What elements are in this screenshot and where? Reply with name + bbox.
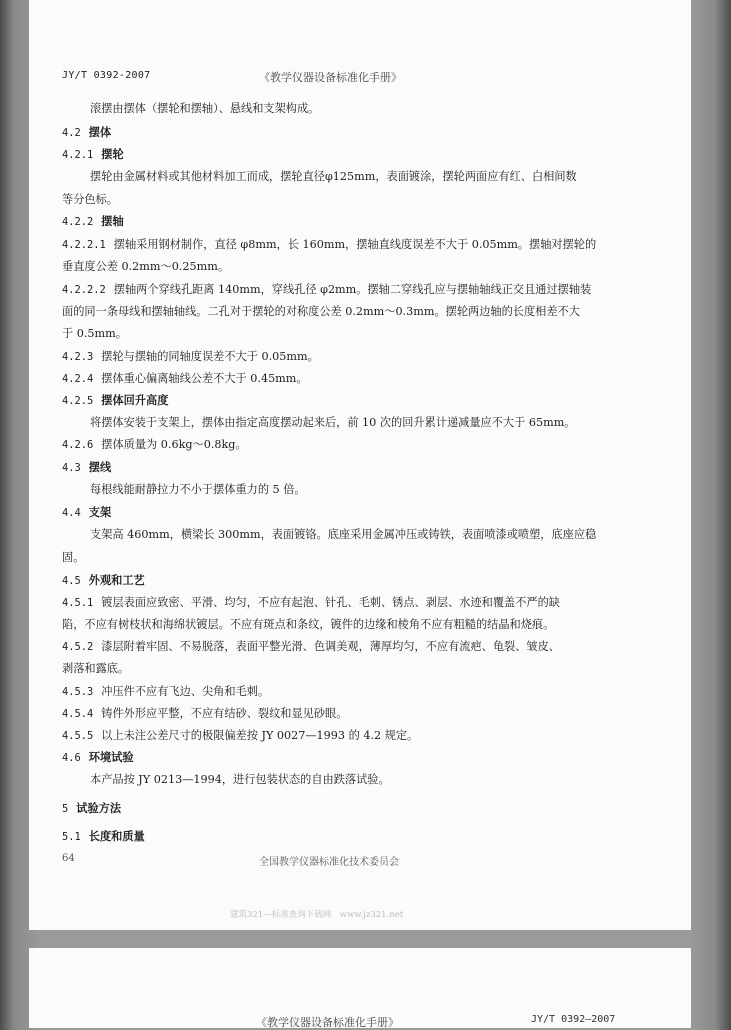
section-heading: [62, 574, 145, 588]
line-text: 摆体质量为 0.6kg～0.8kg。: [101, 438, 247, 451]
line-text: 本产品按 JY 0213—1994，进行包装状态的自由跌落试验。: [90, 773, 390, 786]
line-text: 铸件外形应平整，不应有结砂、裂纹和显见砂眼。: [101, 707, 348, 720]
clause-number: 4.2.2.1: [62, 239, 106, 251]
clause-number: 4.5.4: [62, 708, 94, 720]
line-text: 摆轮与摆轴的同轴度误差不大于 0.05mm。: [101, 350, 319, 363]
line-text: 摆轴: [101, 215, 124, 228]
paragraph-line: [62, 729, 418, 743]
next-page-header-code: JY/T 0392—2007: [531, 1014, 616, 1025]
line-text: 陷，不应有树枝状和海绵状镀层。不应有斑点和条纹，镀件的边缘和棱角不应有粗糙的结晶和烧痕。: [62, 618, 555, 631]
line-text: 摆体回升高度: [101, 394, 169, 407]
paragraph-line: [62, 707, 347, 721]
paragraph-line: [90, 170, 577, 184]
paragraph-line: [62, 260, 229, 274]
line-text: 支架高 460mm，横梁长 300mm，表面镀铬。底座采用金属冲压或铸铁，表面喷漆或喷塑，底座应稳: [90, 528, 597, 541]
clause-number: 4.5: [62, 575, 81, 587]
clause-number: 4.5.2: [62, 641, 94, 653]
paragraph-line: [62, 193, 118, 207]
clause-number: 4.2.5: [62, 395, 94, 407]
clause-number: 4.4: [62, 507, 81, 519]
line-text: 冲压件不应有飞边、尖角和毛刺。: [101, 685, 270, 698]
paragraph-line: [62, 327, 127, 341]
paragraph-line: [62, 238, 596, 252]
paragraph-line: [62, 662, 129, 676]
clause-number: 4.5.5: [62, 730, 94, 742]
clause-number: 4.2.4: [62, 373, 94, 385]
line-text: 面的同一条母线和摆轴轴线。二孔对于摆轮的对称度公差 0.2mm～0.3mm。摆轮两边轴的长度相差不大: [62, 305, 580, 318]
line-text: 每根线能耐静拉力不小于摆体重力的 5 倍。: [90, 483, 306, 496]
section-heading: [62, 461, 111, 475]
line-text: 摆轴采用钢材制作，直径 φ8mm，长 160mm，摆轴直线度误差不大于 0.05mm。摆轴对摆轮的: [113, 238, 597, 251]
section-heading: [62, 148, 124, 162]
clause-number: 4.2.6: [62, 439, 94, 451]
line-text: 环境试验: [88, 751, 134, 764]
line-text: 滚摆由摆体（摆轮和摆轴）、悬线和支架构成。: [90, 102, 320, 115]
clause-number: 4.5.3: [62, 686, 94, 698]
paragraph-line: [90, 528, 596, 542]
line-text: 摆轴两个穿线孔距离 140mm，穿线孔径 φ2mm。摆轴二穿线孔应与摆轴轴线正交且通过摆轴装: [113, 283, 592, 296]
paragraph-line: [62, 618, 554, 632]
line-text: 垂直度公差 0.2mm～0.25mm。: [62, 260, 230, 273]
clause-number: 4.6: [62, 752, 81, 764]
paragraph-line: [62, 551, 84, 565]
line-text: 外观和工艺: [88, 574, 145, 587]
paragraph-line: [62, 640, 560, 654]
clause-number: 4.2.1: [62, 149, 94, 161]
line-text: 摆体: [88, 126, 112, 139]
section-heading: [62, 215, 124, 229]
section-heading: [62, 506, 111, 520]
line-text: 摆线: [88, 461, 112, 474]
paragraph-line: [90, 416, 575, 430]
section-heading: [62, 751, 134, 765]
clause-number: 5.1: [62, 831, 81, 843]
clause-number: 4.2.3: [62, 351, 94, 363]
page-number: 64: [62, 853, 75, 864]
line-text: 摆轮: [101, 148, 124, 161]
line-text: 镀层表面应致密、平滑、均匀，不应有起泡、针孔、毛刺、锈点、剥层、水迹和覆盖不严的缺: [101, 596, 560, 609]
line-text: 剥落和露底。: [62, 662, 130, 675]
line-text: 于 0.5mm。: [62, 327, 127, 340]
line-text: 长度和质量: [88, 830, 145, 843]
paragraph-line: [90, 483, 306, 497]
section-heading: [62, 394, 168, 408]
line-text: 试验方法: [76, 802, 122, 815]
clause-number: 5: [62, 803, 69, 815]
paragraph-line: [62, 350, 319, 364]
standard-code-header: JY/T 0392-2007: [62, 70, 151, 81]
section-heading: [62, 802, 121, 816]
paragraph-line: [90, 773, 390, 787]
section-heading: [62, 830, 145, 844]
document-page: [29, 0, 691, 930]
line-text: 以上未注公差尺寸的极限偏差按 JY 0027—1993 的 4.2 规定。: [101, 729, 419, 742]
next-page-header-title: 《教学仪器设备标准化手册》: [256, 1016, 399, 1029]
line-text: 漆层附着牢固、不易脱落，表面平整光滑、色调美观，薄厚均匀，不应有流疤、龟裂、皱皮、: [101, 640, 560, 653]
paragraph-line: [62, 438, 247, 452]
line-text: 等分色标。: [62, 193, 118, 206]
line-text: 摆轮由金属材料或其他材料加工而成，摆轮直径φ125mm，表面镀涂，摆轮两面应有红、白相间数: [90, 170, 577, 183]
line-text: 固。: [62, 551, 85, 564]
line-text: 支架: [88, 506, 112, 519]
paragraph-line: [62, 372, 308, 386]
paragraph-line: [62, 596, 560, 610]
line-text: 将摆体安装于支架上，摆体由指定高度摆动起来后，前 10 次的回升累计递减量应不大于 65mm。: [90, 416, 576, 429]
footer-committee: 全国教学仪器标准化技术委员会: [259, 857, 399, 868]
paragraph-line: [62, 685, 269, 699]
clause-number: 4.2.2.2: [62, 284, 106, 296]
watermark-text: 建筑321—标准查询下载网 www.jz321.net: [230, 910, 404, 920]
paragraph-line: [62, 283, 591, 297]
paragraph-line: [90, 102, 319, 116]
clause-number: 4.3: [62, 462, 81, 474]
line-text: 摆体重心偏离轴线公差不大于 0.45mm。: [101, 372, 308, 385]
clause-number: 4.2: [62, 127, 81, 139]
handbook-title-header: 《教学仪器设备标准化手册》: [259, 71, 402, 84]
section-heading: [62, 126, 111, 140]
clause-number: 4.2.2: [62, 216, 94, 228]
paragraph-line: [62, 305, 580, 319]
clause-number: 4.5.1: [62, 597, 94, 609]
